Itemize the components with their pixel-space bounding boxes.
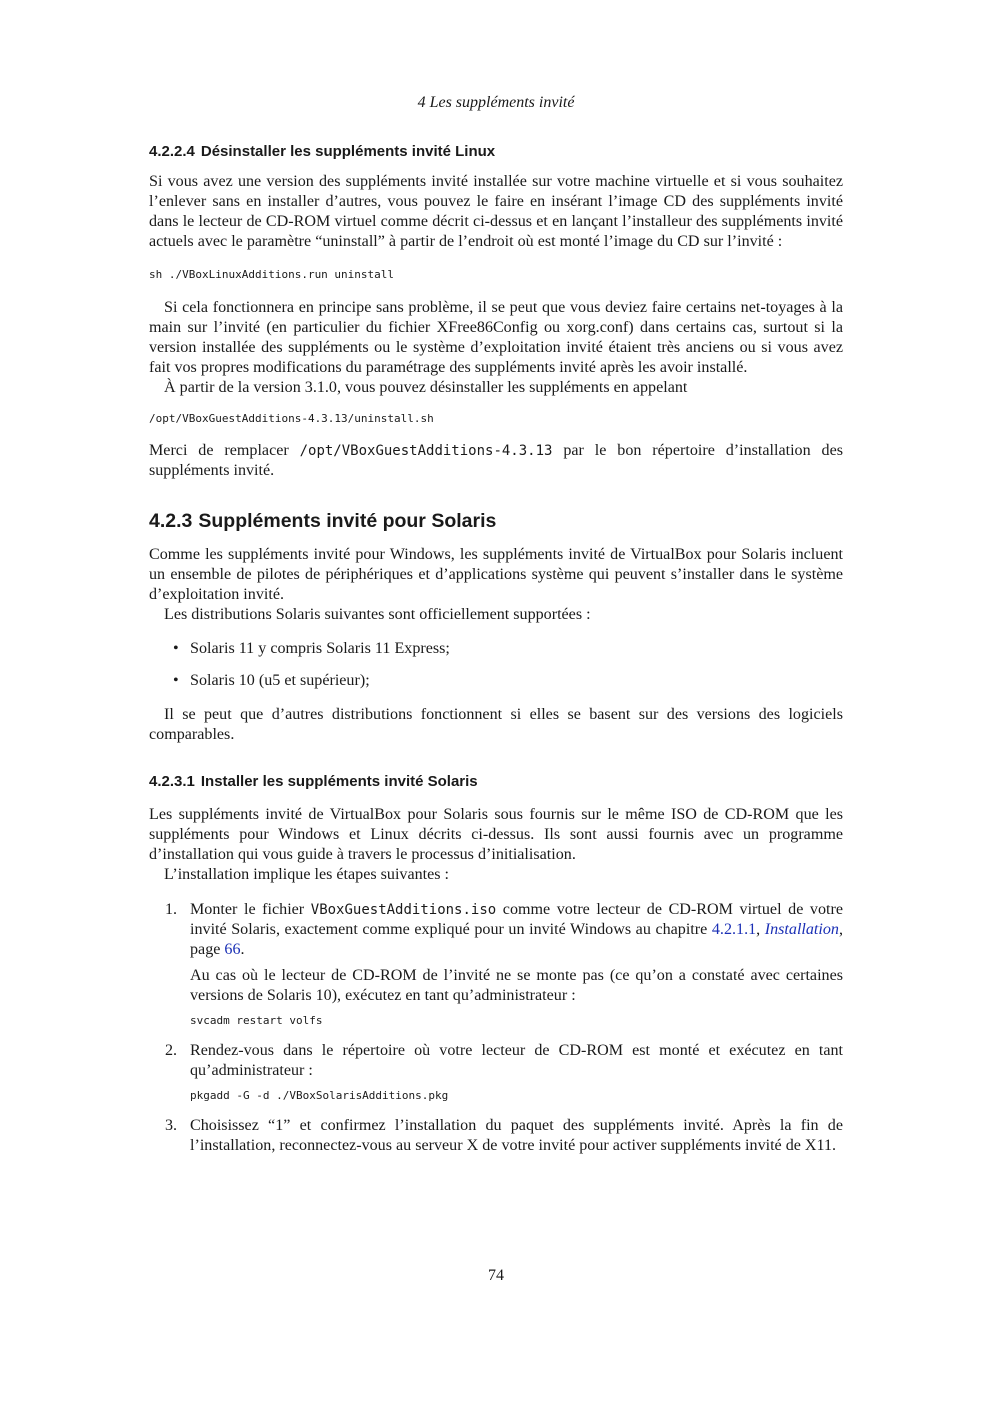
inline-code: /opt/VBoxGuestAdditions-4.3.13 [299,443,553,459]
text-run: Merci de remplacer [149,442,300,459]
numbered-list [149,900,843,1156]
list-item-step-3 [149,1116,843,1156]
paragraph: Les distributions Solaris suivantes sont officiellement supportées : [164,606,591,623]
step-number: 1. [165,901,178,918]
text-run: comme votre lecteur de CD-ROM virtuel de votre invité Solaris, exactement comme expliqué pour un invité Windows au chapitre [190,901,843,938]
list-item [149,671,843,691]
bullet-list [149,639,843,691]
text-run: Monter le fichier [190,901,311,918]
text-run: , [756,921,765,938]
paragraph: À partir de la version 3.1.0, vous pouvez désinstaller les suppléments en appelant [164,379,688,396]
code-block: pkgadd -G -d ./VBoxSolarisAdditions.pkg [190,1089,449,1102]
section-title: Installer les suppléments invité Solaris [200,773,478,790]
code-block: sh ./VBoxLinuxAdditions.run uninstall [149,268,395,281]
section-heading-4-2-2-4 [149,142,843,162]
code-block: svcadm restart volfs [190,1014,323,1027]
bullet-icon: • [173,640,179,657]
section-title: Désinstaller les suppléments invité Linux [200,143,496,160]
section-heading-4-2-3 [149,508,843,534]
paragraph: Comme les suppléments invité pour Windows, les suppléments invité de VirtualBox pour Solaris incluent un ensemble de pilotes de périphériques et d’applications système qui peuvent s’installer dans le système d’exploitation invité. [149,546,843,603]
list-item-text: Solaris 10 (u5 et supérieur); [190,672,370,689]
page-body [149,142,843,1156]
inline-code: VBoxGuestAdditions.iso [310,902,497,918]
step-number: 2. [165,1042,178,1059]
section-number: 4.2.3.1 [149,773,195,790]
page-number: 74 [488,1267,504,1284]
section-title: Suppléments invité pour Solaris [198,510,497,532]
paragraph [149,441,843,481]
step-text: Choisissez “1” et confirmez l’installation du paquet des suppléments invité. Après la fin de l’installation, reconnectez-vous au serveur X de votre invité pour activer suppléments invité de X11. [190,1117,843,1154]
paragraph: Si vous avez une version des suppléments invité installée sur votre machine virtuelle et si vous souhaitez l’enlever sans en installer d’autres, vous pouvez le faire en insérant l’image CD des suppléments invité dans le lecteur de CD-ROM virtuel comme décrit ci-dessus et en lançant l’installeur des suppléments invité actuels avec le paramètre “uninstall” à partir de l’endroit où est monté l’image du CD sur l’invité : [149,173,843,250]
paragraph: Si cela fonctionnera en principe sans problème, il se peut que vous deviez faire certains net-toyages à la main sur l’invité (en particulier du fichier XFree86Config ou xorg.conf) dans certains cas, surtout si la version installée des suppléments ou le système d’exploitation invité étaient très anciens ou si vous avez fait vos propres modifications du paramétrage des suppléments invité après les avoir installé. [149,299,843,376]
page-link[interactable]: 66 [224,941,241,958]
list-item-step-2 [149,1041,843,1104]
section-title-link[interactable]: Installation [764,921,839,938]
list-item-step-1 [149,900,843,1029]
paragraph: Il se peut que d’autres distributions fonctionnent si elles se basent sur des versions des logiciels comparables. [149,706,843,743]
text-run: . [240,941,245,958]
section-heading-4-2-3-1 [149,772,843,792]
code-block: /opt/VBoxGuestAdditions-4.3.13/uninstall.sh [149,412,434,425]
section-number: 4.2.2.4 [149,143,195,160]
paragraph: Les suppléments invité de VirtualBox pour Solaris sous fournis sur le même ISO de CD-ROM que les suppléments pour Windows et Linux décrits ci-dessus. Ils sont aussi fournis avec un programme d’installation qui vous guide à travers le processus d’initialisation. [149,806,843,863]
section-link[interactable]: 4.2.1.1 [711,921,757,938]
text-run: , page [190,921,843,958]
step-note: Au cas où le lecteur de CD-ROM de l’invité ne se monte pas (ce qu’on a constaté avec certaines versions de Solaris 10), exécutez en tant qu’administrateur : [190,967,843,1004]
running-head: 4 Les suppléments invité [417,94,575,111]
step-number: 3. [165,1117,178,1134]
step-text: Rendez-vous dans le répertoire où votre lecteur de CD-ROM est monté et exécutez en tant qu’administrateur : [190,1042,843,1079]
text-run: par le bon répertoire d’installation des suppléments invité. [149,442,843,479]
list-item [149,639,843,659]
step-text [190,900,843,960]
bullet-icon: • [173,672,179,689]
paragraph: L’installation implique les étapes suivantes : [164,866,450,883]
section-number: 4.2.3 [149,510,193,532]
list-item-text: Solaris 11 y compris Solaris 11 Express; [190,640,450,657]
